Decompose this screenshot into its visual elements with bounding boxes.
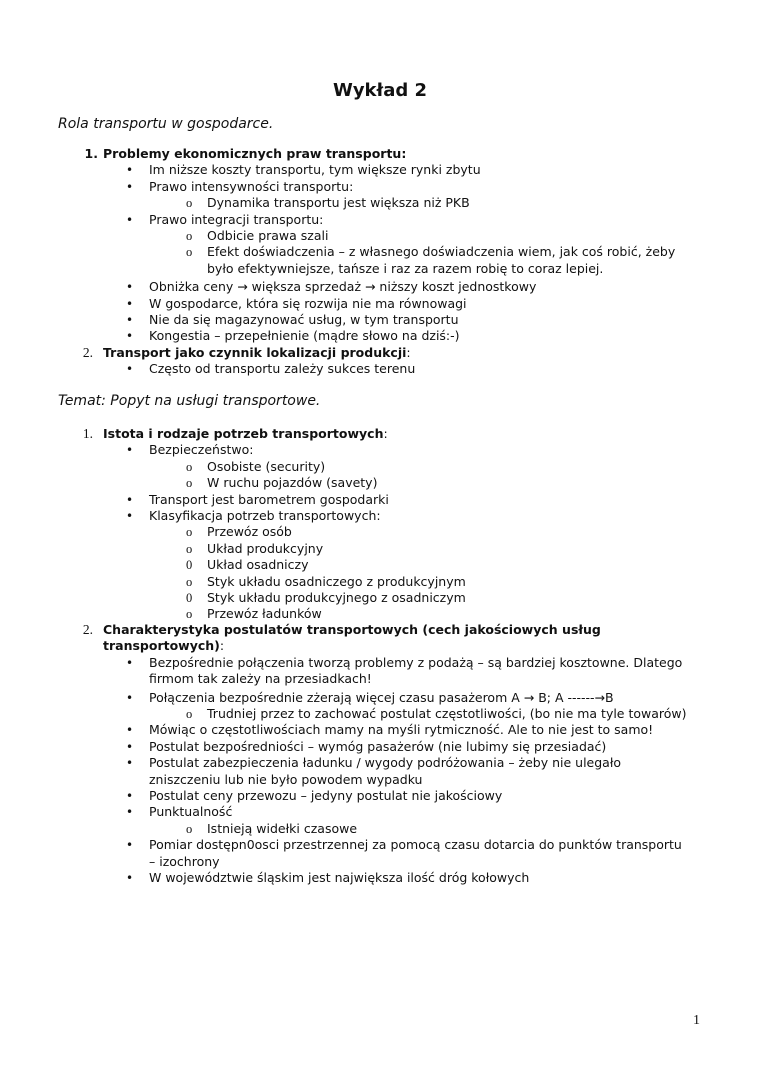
bullet-text: firmom tak zależy na przesiadkach! [149, 671, 372, 687]
list-item [0, 162, 760, 178]
bullet-icon: • [126, 329, 134, 344]
heading-colon: : [383, 426, 388, 441]
section-heading [103, 426, 388, 442]
bullet-text: Bezpieczeństwo: [149, 442, 254, 458]
sub-bullet-icon: o [186, 229, 193, 244]
section-location-factor [0, 345, 760, 378]
sub-bullet-icon: 0 [186, 591, 193, 606]
list-number: 2. [82, 345, 93, 360]
bullet-text: zniszczeniu lub nie było powodem wypadku [149, 771, 423, 787]
bullet-text: Postulat zabezpieczenia ładunku / wygody podróżowania – żeby nie ulegało [149, 755, 622, 771]
bullet-text: – izochrony [149, 853, 220, 869]
bullet-icon: • [126, 163, 134, 178]
list-item [0, 655, 760, 671]
sub-bullet-icon: o [186, 525, 193, 540]
bullet-icon: • [126, 212, 134, 227]
sub-bullet-text: Efekt doświadczenia – z własnego doświadczenia wiem, jak coś robić, żeby [207, 244, 676, 260]
list-item [0, 195, 760, 211]
bullet-icon: • [126, 280, 134, 295]
list-item [0, 557, 760, 573]
list-item [0, 508, 760, 524]
sub-bullet-icon: o [186, 459, 193, 474]
section-heading-text: Istota i rodzaje potrzeb transportowych [103, 426, 384, 441]
sub-bullet-icon: o [186, 574, 193, 589]
bullet-text: Prawo integracji transportu: [149, 211, 324, 227]
list-item [0, 706, 760, 722]
section-heading: Problemy ekonomicznych praw transportu: [103, 146, 407, 161]
sub-bullet-icon: o [186, 476, 193, 491]
subtitle-topic: Temat: Popyt na usługi transportowe. [58, 393, 321, 409]
list-item [0, 804, 760, 820]
bullet-text: Transport jest barometrem gospodarki [149, 491, 389, 507]
bullet-text: Często od transportu zależy sukces terenu [149, 361, 416, 377]
list-item [0, 228, 760, 244]
list-item-continuation [0, 638, 760, 654]
list-item [0, 361, 760, 377]
sub-bullet-icon: o [186, 245, 193, 260]
list-item [0, 739, 760, 755]
sub-bullet-text: Istnieją widełki czasowe [207, 820, 358, 836]
sub-bullet-text: było efektywniejsze, tańsze i raz za razem robię to coraz lepiej. [207, 260, 604, 276]
subtitle-role-of-transport: Rola transportu w gospodarce. [58, 116, 274, 132]
bullet-text: W gospodarce, która się rozwija nie ma równowagi [149, 295, 467, 311]
list-item [0, 870, 760, 886]
sub-bullet-icon: o [186, 707, 193, 722]
list-item [0, 541, 760, 557]
list-item [0, 212, 760, 228]
list-item [0, 574, 760, 590]
list-item [0, 606, 760, 622]
list-item [0, 328, 760, 344]
sub-bullet-icon: o [186, 821, 193, 836]
bullet-text: Klasyfikacja potrzeb transportowych: [149, 508, 381, 524]
section-economic-laws [0, 146, 760, 345]
bullet-icon: • [126, 739, 134, 754]
sub-bullet-text: W ruchu pojazdów (savety) [207, 475, 378, 491]
bullet-icon: • [126, 723, 134, 738]
list-item [0, 690, 760, 706]
sub-bullet-text: Odbicie prawa szali [207, 228, 329, 244]
list-item [0, 146, 760, 162]
sub-bullet-icon: o [186, 196, 193, 211]
sub-bullet-text: Dynamika transportu jest większa niż PKB [207, 195, 470, 211]
bullet-text: W województwie śląskim jest największa ilość dróg kołowych [149, 870, 530, 886]
list-item [0, 837, 760, 853]
heading-colon: : [219, 638, 225, 654]
list-item [0, 244, 760, 260]
bullet-text: Nie da się magazynować usług, w tym transportu [149, 312, 459, 328]
bullet-text: Mówiąc o częstotliwościach mamy na myśli rytmiczność. Ale to nie jest to samo! [149, 722, 654, 738]
section-postulates [0, 622, 760, 887]
list-item-continuation [0, 854, 760, 870]
bullet-icon: • [126, 509, 134, 524]
list-item [0, 426, 760, 442]
bullet-icon: • [126, 805, 134, 820]
section-heading: Charakterystyka postulatów transportowych (cech jakościowych usług [103, 622, 601, 637]
sub-bullet-text: Przewóz osób [207, 524, 292, 540]
list-item [0, 442, 760, 458]
sub-bullet-text: Przewóz ładunków [207, 606, 322, 622]
bullet-icon: • [126, 789, 134, 804]
bullet-icon: • [126, 313, 134, 328]
sub-bullet-icon: 0 [186, 558, 193, 573]
sub-bullet-text: Trudniej przez to zachować postulat częstotliwości, (bo nie ma tyle towarów) [207, 706, 687, 722]
bullet-icon: • [126, 443, 134, 458]
bullet-text: Obniżka ceny → większa sprzedaż → niższy koszt jednostkowy [149, 279, 537, 295]
list-number: 2. [82, 622, 93, 637]
bullet-text: Postulat bezpośredniości – wymóg pasażerów (nie lubimy się przesiadać) [149, 738, 607, 754]
section-heading-cont [103, 638, 224, 654]
bullet-icon: • [126, 362, 134, 377]
list-item [0, 475, 760, 491]
sub-bullet-text: Styk układu osadniczego z produkcyjnym [207, 573, 466, 589]
bullet-icon: • [126, 492, 134, 507]
list-item-continuation [0, 671, 760, 687]
bullet-icon: • [126, 655, 134, 670]
list-item [0, 722, 760, 738]
list-number: 1. [84, 146, 98, 161]
section-heading-text: transportowych) [103, 638, 220, 654]
list-item [0, 312, 760, 328]
heading-colon: : [406, 345, 411, 360]
sub-bullet-icon: o [186, 541, 193, 556]
bullet-icon: • [126, 690, 134, 705]
page-number: 1 [693, 1013, 700, 1028]
list-item [0, 345, 760, 361]
section-heading [103, 345, 411, 361]
list-item [0, 279, 760, 295]
bullet-icon: • [126, 871, 134, 886]
bullet-text: Prawo intensywności transportu: [149, 178, 354, 194]
bullet-text: Pomiar dostępn0osci przestrzennej za pomocą czasu dotarcia do punktów transportu [149, 837, 682, 853]
sub-bullet-text: Osobiste (security) [207, 458, 326, 474]
sub-bullet-text: Styk układu produkcyjnego z osadniczym [207, 590, 466, 606]
list-item [0, 459, 760, 475]
bullet-icon: • [126, 838, 134, 853]
list-item [0, 179, 760, 195]
bullet-text: Połączenia bezpośrednie zżerają więcej czasu pasażerom A → B; A ------→B [149, 689, 614, 705]
sub-bullet-text: Układ osadniczy [207, 557, 309, 573]
list-item [0, 755, 760, 771]
bullet-icon: • [126, 296, 134, 311]
list-item [0, 590, 760, 606]
list-item [0, 622, 760, 638]
list-item [0, 492, 760, 508]
list-item [0, 524, 760, 540]
list-item-continuation [0, 772, 760, 788]
list-item [0, 788, 760, 804]
bullet-text: Kongestia – przepełnienie (mądre słowo na dziś:-) [149, 328, 460, 344]
list-item [0, 296, 760, 312]
sub-bullet-text: Układ produkcyjny [207, 540, 324, 556]
bullet-icon: • [126, 756, 134, 771]
bullet-text: Bezpośrednie połączenia tworzą problemy z podażą – są bardziej kosztowne. Dlatego [149, 654, 683, 670]
section-heading-text: Transport jako czynnik lokalizacji produkcji [103, 345, 407, 360]
bullet-text: Punktualność [149, 804, 233, 820]
list-number: 1. [82, 426, 93, 441]
bullet-icon: • [126, 179, 134, 194]
list-item-continuation [0, 261, 760, 277]
bullet-text: Im niższe koszty transportu, tym większe rynki zbytu [149, 162, 481, 178]
sub-bullet-icon: o [186, 607, 193, 622]
list-item [0, 821, 760, 837]
bullet-text: Postulat ceny przewozu – jedyny postulat nie jakościowy [149, 788, 503, 804]
section-transport-needs [0, 426, 760, 623]
page-title: Wykład 2 [332, 80, 428, 101]
